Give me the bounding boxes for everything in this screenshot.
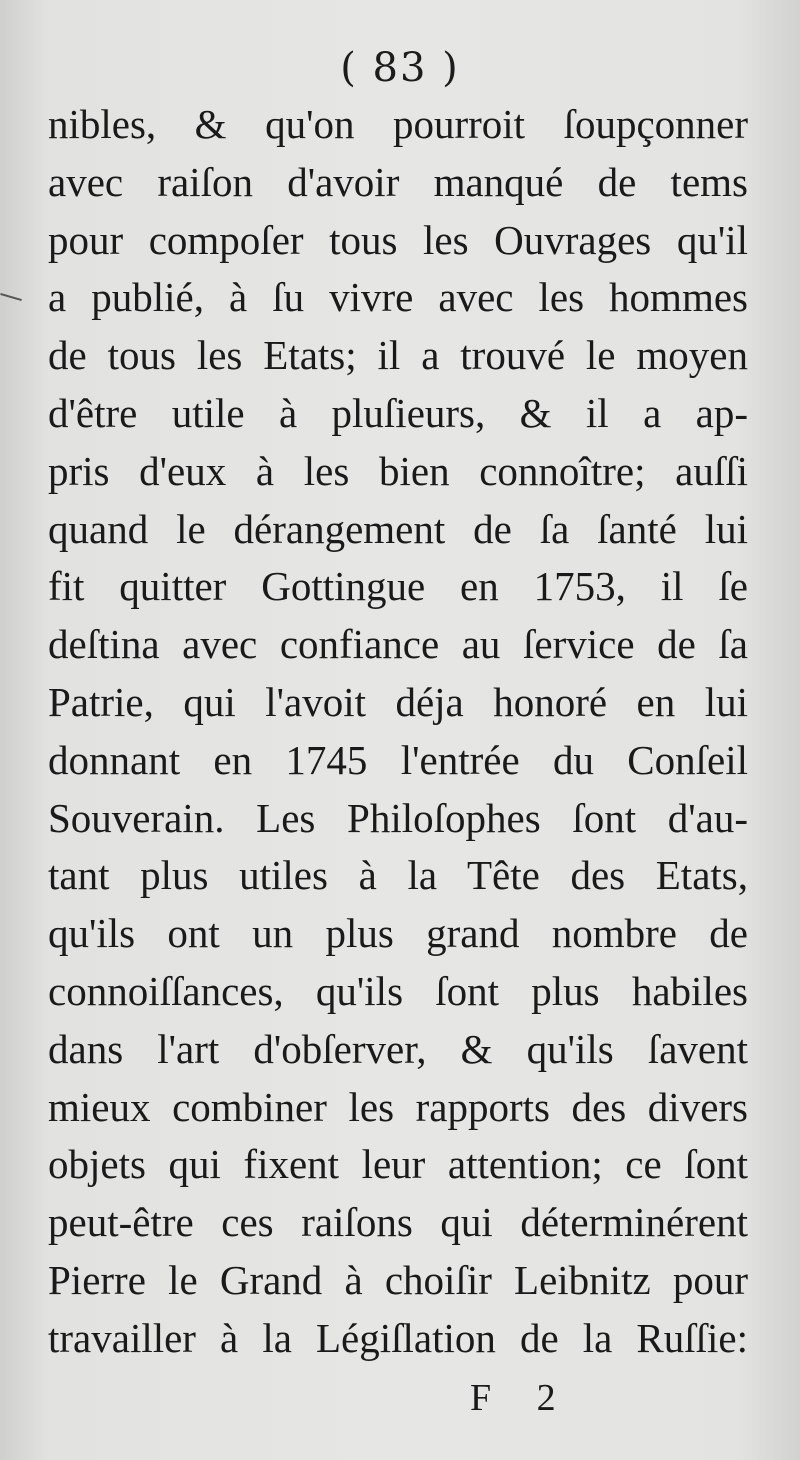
text-line: Pierre le Grand à choiſir Leibnitz pour <box>48 1256 748 1303</box>
body-text <box>48 96 748 1368</box>
page-number-header: ( 83 ) <box>340 45 460 91</box>
text-line: deſtina avec confiance au ſervice de ſa <box>48 621 748 668</box>
text-line: mieux combiner les rapports des divers <box>48 1083 748 1130</box>
text-line: fit quitter Gottingue en 1753, il ſe <box>48 563 748 610</box>
text-line: de tous les Etats; il a trouvé le moyen <box>48 332 748 379</box>
margin-mark <box>0 293 22 301</box>
text-line: travailler à la Légiſlation de la Ruſſie: <box>48 1314 748 1361</box>
text-line: peut-être ces raiſons qui déterminérent <box>48 1199 748 1246</box>
text-line: qu'ils ont un plus grand nombre de <box>48 910 748 957</box>
text-line: nibles, & qu'on pourroit ſoupçonner <box>48 101 748 147</box>
text-line: donnant en 1745 l'entrée du Conſeil <box>48 736 748 783</box>
signature-mark: F 2 <box>470 1377 574 1419</box>
text-line: connoiſſances, qu'ils ſont plus habiles <box>48 967 748 1014</box>
text-line: quand le dérangement de ſa ſanté lui <box>48 505 748 552</box>
text-line: dans l'art d'obſerver, & qu'ils ſavent <box>48 1025 748 1072</box>
text-line: Souverain. Les Philoſophes ſont d'au- <box>48 794 748 841</box>
text-line: a publié, à ſu vivre avec les hommes <box>48 274 748 321</box>
text-line: Patrie, qui l'avoit déja honoré en lui <box>48 678 748 725</box>
text-line: avec raiſon d'avoir manqué de tems <box>48 158 748 205</box>
text-line: pris d'eux à les bien connoître; auſſi <box>48 447 748 494</box>
text-line: tant plus utiles à la Tête des Etats, <box>48 852 748 899</box>
text-line: d'être utile à pluſieurs, & il a ap- <box>48 389 748 436</box>
text-line: objets qui fixent leur attention; ce ſont <box>48 1141 748 1188</box>
text-line: pour compoſer tous les Ouvrages qu'il <box>48 216 748 263</box>
